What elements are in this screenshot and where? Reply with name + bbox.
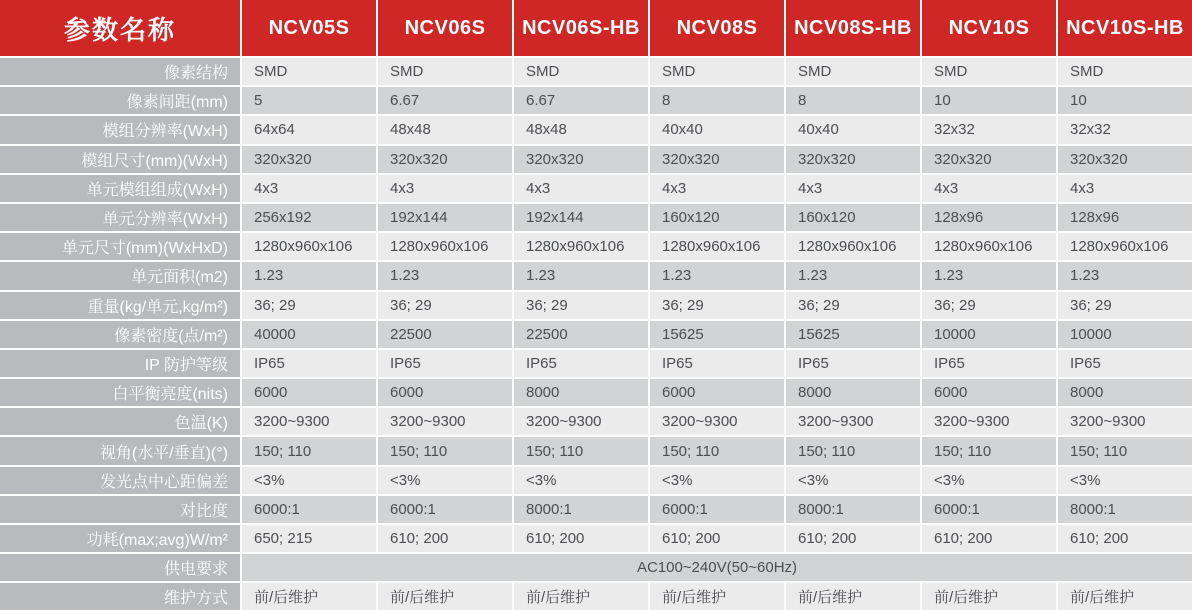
table-cell: 128x96 [922,204,1056,231]
table-cell: 650; 215 [242,525,376,552]
table-cell: <3% [378,467,512,494]
table-cell: 3200~9300 [514,408,648,435]
table-cell: 36; 29 [514,292,648,319]
table-cell: 1280x960x106 [650,233,784,260]
table-cell: <3% [650,467,784,494]
table-cell: 8000 [514,379,648,406]
row-label: 模组尺寸(mm)(WxH) [0,146,240,173]
table-cell: 5 [242,87,376,114]
table-cell: 6.67 [378,87,512,114]
table-cell: IP65 [378,350,512,377]
table-cell: 36; 29 [786,292,920,319]
table-cell: IP65 [650,350,784,377]
table-cell: 22500 [514,321,648,348]
table-cell: <3% [786,467,920,494]
table-cell: 610; 200 [650,525,784,552]
table-cell: 320x320 [378,146,512,173]
table-cell: 1.23 [514,262,648,289]
table-cell: IP65 [786,350,920,377]
table-cell: 320x320 [514,146,648,173]
table-cell: 前/后维护 [242,583,376,610]
table-cell: 6000:1 [242,496,376,523]
table-cell: 320x320 [242,146,376,173]
table-cell: 3200~9300 [1058,408,1192,435]
table-cell: 320x320 [650,146,784,173]
table-cell: 前/后维护 [922,583,1056,610]
table-cell: IP65 [922,350,1056,377]
table-cell: 3200~9300 [786,408,920,435]
column-header-parameter-name: 参数名称 [0,0,240,56]
column-header-ncv08s-hb: NCV08S-HB [786,0,920,56]
table-cell: 160x120 [786,204,920,231]
table-cell: 320x320 [1058,146,1192,173]
table-cell: 1280x960x106 [1058,233,1192,260]
table-cell: 前/后维护 [786,583,920,610]
table-cell-merged: AC100~240V(50~60Hz) [242,554,1192,581]
table-cell: 1.23 [922,262,1056,289]
row-label: 像素间距(mm) [0,87,240,114]
table-cell: 1.23 [242,262,376,289]
table-cell: 1.23 [786,262,920,289]
table-cell: <3% [1058,467,1192,494]
table-cell: SMD [1058,58,1192,85]
table-cell: 6.67 [514,87,648,114]
table-cell: 6000 [650,379,784,406]
table-cell: 8000:1 [786,496,920,523]
table-cell: 150; 110 [242,437,376,464]
table-cell: 40000 [242,321,376,348]
table-cell: 4x3 [1058,175,1192,202]
table-cell: 8000 [1058,379,1192,406]
row-label: 单元面积(m2) [0,262,240,289]
row-label: 对比度 [0,496,240,523]
table-cell: 4x3 [650,175,784,202]
table-cell: 1280x960x106 [242,233,376,260]
table-cell: 6000:1 [650,496,784,523]
table-cell: <3% [242,467,376,494]
table-cell: <3% [514,467,648,494]
table-cell: 32x32 [922,116,1056,143]
table-cell: 150; 110 [786,437,920,464]
table-cell: 36; 29 [378,292,512,319]
table-cell: 128x96 [1058,204,1192,231]
table-cell: 10 [1058,87,1192,114]
table-cell: 256x192 [242,204,376,231]
table-cell: 6000 [242,379,376,406]
column-header-ncv06s: NCV06S [378,0,512,56]
column-header-ncv10s: NCV10S [922,0,1056,56]
table-cell: 8 [786,87,920,114]
table-cell: 48x48 [514,116,648,143]
table-cell: 4x3 [514,175,648,202]
row-label: 维护方式 [0,583,240,610]
table-cell: 192x144 [378,204,512,231]
table-cell: 1.23 [378,262,512,289]
row-label: 单元尺寸(mm)(WxHxD) [0,233,240,260]
table-cell: 6000:1 [378,496,512,523]
table-cell: 610; 200 [378,525,512,552]
column-header-ncv08s: NCV08S [650,0,784,56]
table-cell: 6000 [378,379,512,406]
table-cell: 36; 29 [650,292,784,319]
table-cell: 150; 110 [378,437,512,464]
table-cell: 150; 110 [1058,437,1192,464]
table-cell: 160x120 [650,204,784,231]
table-cell: IP65 [1058,350,1192,377]
table-cell: 4x3 [786,175,920,202]
table-cell: 3200~9300 [378,408,512,435]
table-cell: 150; 110 [650,437,784,464]
table-cell: 1280x960x106 [514,233,648,260]
table-cell: 36; 29 [1058,292,1192,319]
table-cell: SMD [786,58,920,85]
table-cell: 3200~9300 [650,408,784,435]
table-cell: SMD [922,58,1056,85]
table-cell: 8000:1 [514,496,648,523]
row-label: 供电要求 [0,554,240,581]
row-label: 像素密度(点/m²) [0,321,240,348]
table-cell: 8000:1 [1058,496,1192,523]
table-cell: 150; 110 [922,437,1056,464]
table-cell: 192x144 [514,204,648,231]
table-cell: 10000 [922,321,1056,348]
row-label: 功耗(max;avg)W/m² [0,525,240,552]
column-header-ncv05s: NCV05S [242,0,376,56]
row-label: 单元模组组成(WxH) [0,175,240,202]
table-cell: 1280x960x106 [378,233,512,260]
table-cell: 1280x960x106 [786,233,920,260]
table-cell: SMD [378,58,512,85]
table-cell: 320x320 [922,146,1056,173]
table-cell: 32x32 [1058,116,1192,143]
row-label: 发光点中心距偏差 [0,467,240,494]
table-cell: 前/后维护 [650,583,784,610]
table-cell: 15625 [786,321,920,348]
table-cell: 40x40 [650,116,784,143]
table-cell: <3% [922,467,1056,494]
row-label: 白平衡亮度(nits) [0,379,240,406]
table-cell: 64x64 [242,116,376,143]
table-cell: 610; 200 [922,525,1056,552]
table-cell: 610; 200 [1058,525,1192,552]
table-cell: IP65 [514,350,648,377]
table-cell: 1280x960x106 [922,233,1056,260]
row-label: 视角(水平/垂直)(°) [0,437,240,464]
table-cell: 610; 200 [786,525,920,552]
table-cell: 150; 110 [514,437,648,464]
table-cell: 10 [922,87,1056,114]
table-cell: 1.23 [650,262,784,289]
row-label: IP 防护等级 [0,350,240,377]
table-cell: 36; 29 [242,292,376,319]
table-cell: 3200~9300 [922,408,1056,435]
table-cell: 48x48 [378,116,512,143]
row-label: 单元分辨率(WxH) [0,204,240,231]
table-cell: 前/后维护 [378,583,512,610]
row-label: 像素结构 [0,58,240,85]
table-cell: 前/后维护 [514,583,648,610]
table-cell: SMD [242,58,376,85]
table-cell: 610; 200 [514,525,648,552]
table-cell: SMD [650,58,784,85]
table-cell: 36; 29 [922,292,1056,319]
column-header-ncv06s-hb: NCV06S-HB [514,0,648,56]
table-cell: 4x3 [922,175,1056,202]
table-cell: 8 [650,87,784,114]
table-cell: 4x3 [242,175,376,202]
table-cell: 22500 [378,321,512,348]
table-cell: 40x40 [786,116,920,143]
table-cell: 15625 [650,321,784,348]
table-cell: 1.23 [1058,262,1192,289]
table-cell: IP65 [242,350,376,377]
table-cell: 4x3 [378,175,512,202]
table-cell: 8000 [786,379,920,406]
table-cell: 10000 [1058,321,1192,348]
table-cell: 320x320 [786,146,920,173]
row-label: 色温(K) [0,408,240,435]
row-label: 模组分辨率(WxH) [0,116,240,143]
table-cell: 6000:1 [922,496,1056,523]
row-label: 重量(kg/单元,kg/m²) [0,292,240,319]
table-cell: 3200~9300 [242,408,376,435]
column-header-ncv10s-hb: NCV10S-HB [1058,0,1192,56]
table-cell: 前/后维护 [1058,583,1192,610]
table-cell: SMD [514,58,648,85]
table-cell: 6000 [922,379,1056,406]
